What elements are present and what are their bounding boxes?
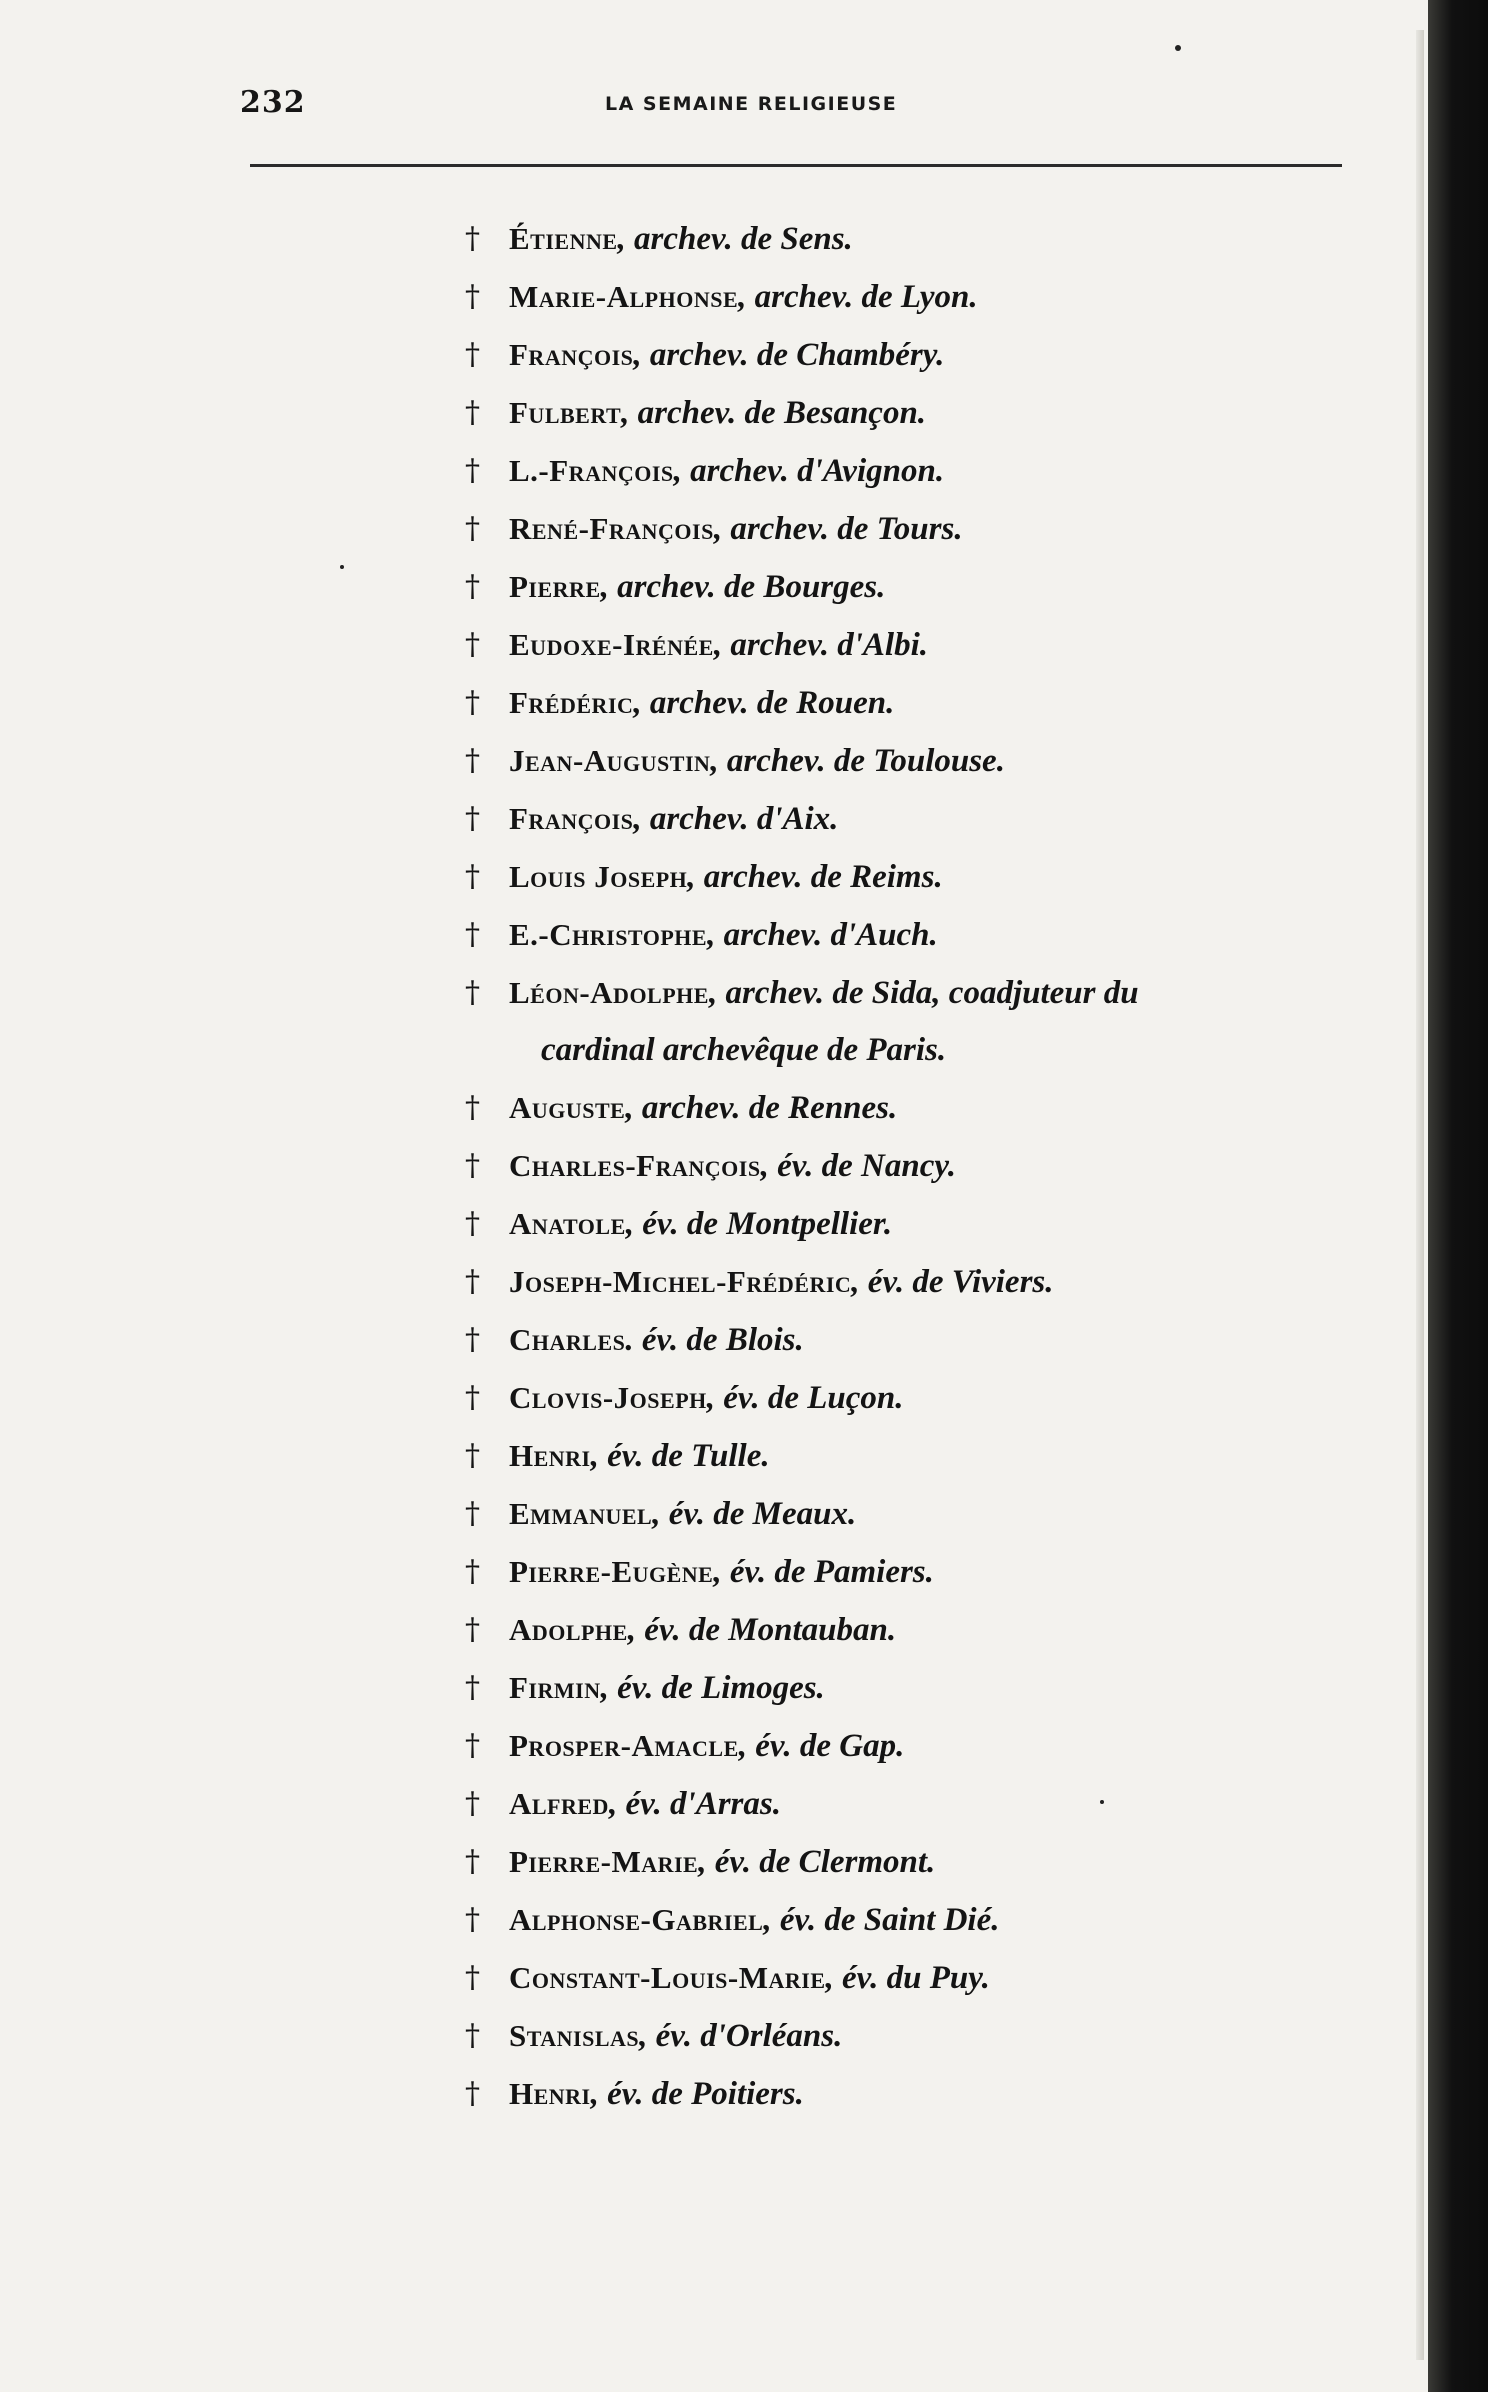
entry-title: , archev. d'Aix. bbox=[633, 801, 839, 837]
entry-name: Pierre-Marie bbox=[509, 1844, 699, 1879]
entry-name: L.-François bbox=[509, 453, 674, 488]
running-head: LA SEMAINE RELIGIEUSE bbox=[605, 93, 898, 115]
list-entry bbox=[465, 848, 1365, 906]
dagger-icon: † bbox=[465, 279, 480, 314]
entry-title: , év. de Luçon. bbox=[706, 1380, 904, 1416]
entry-name: Alphonse-Gabriel bbox=[509, 1902, 764, 1937]
entry-title: , év. de Meaux. bbox=[652, 1496, 857, 1532]
dagger-icon: † bbox=[465, 2018, 480, 2053]
dagger-icon: † bbox=[465, 1554, 480, 1589]
entry-title: , archev. de Tours. bbox=[713, 511, 963, 547]
entry-name: Frédéric bbox=[509, 685, 634, 720]
dagger-icon: † bbox=[465, 1438, 480, 1473]
entry-name: Pierre bbox=[509, 569, 601, 604]
list-entry bbox=[465, 1891, 1365, 1949]
entry-title: , év. de Viviers. bbox=[851, 1264, 1054, 1300]
header-rule bbox=[250, 164, 1342, 167]
dagger-icon: † bbox=[465, 2076, 480, 2111]
print-speck bbox=[340, 565, 344, 569]
entry-title: , archev. de Sens. bbox=[617, 221, 853, 257]
entry-name: Jean-Augustin bbox=[509, 743, 711, 778]
entry-name: François bbox=[509, 801, 634, 836]
entry-name: René-François bbox=[509, 511, 714, 546]
entry-title: , archev. de Chambéry. bbox=[633, 337, 945, 373]
list-entry bbox=[465, 1311, 1365, 1369]
entry-title: , év. de Montauban. bbox=[627, 1612, 897, 1648]
list-entry bbox=[465, 1195, 1365, 1253]
entry-name: Léon-Adolphe bbox=[509, 975, 709, 1010]
entry-title: , év. de Pamiers. bbox=[713, 1554, 934, 1590]
dagger-icon: † bbox=[465, 1670, 480, 1705]
entry-title: , archev. de Besançon. bbox=[621, 395, 927, 431]
entry-name: Prosper-Amacle bbox=[509, 1728, 739, 1763]
list-entry bbox=[465, 790, 1365, 848]
entry-name: Stanislas bbox=[509, 2018, 640, 2053]
entry-title: , év. du Puy. bbox=[825, 1960, 990, 1996]
entry-name: Pierre-Eugène bbox=[509, 1554, 714, 1589]
dagger-icon: † bbox=[465, 337, 480, 372]
entry-title: , év. de Poitiers. bbox=[590, 2076, 804, 2112]
entry-title: , archev. de Lyon. bbox=[738, 279, 978, 315]
entry-name: Henri bbox=[509, 2076, 591, 2111]
list-entry bbox=[465, 1485, 1365, 1543]
list-entry bbox=[465, 732, 1365, 790]
dagger-icon: † bbox=[465, 1902, 480, 1937]
entry-name: Clovis-Joseph bbox=[509, 1380, 707, 1415]
scan-edge bbox=[1428, 0, 1488, 2392]
entry-name: Fulbert bbox=[509, 395, 622, 430]
list-entry bbox=[465, 1369, 1365, 1427]
list-entry bbox=[465, 210, 1365, 268]
entry-name: Charles bbox=[509, 1322, 626, 1357]
entry-name: Anatole bbox=[509, 1206, 626, 1241]
page-number: 232 bbox=[240, 85, 306, 120]
list-entry bbox=[465, 1775, 1365, 1833]
list-entry bbox=[465, 1949, 1365, 2007]
entry-title: , év. de Limoges. bbox=[600, 1670, 825, 1706]
list-entry bbox=[465, 1601, 1365, 1659]
entry-title: . év. de Blois. bbox=[625, 1322, 804, 1358]
dagger-icon: † bbox=[465, 627, 480, 662]
list-entry bbox=[465, 442, 1365, 500]
entry-title: , archev. d'Avignon. bbox=[673, 453, 945, 489]
entry-title: , archev. de Rouen. bbox=[633, 685, 895, 721]
dagger-icon: † bbox=[465, 685, 480, 720]
list-entry bbox=[465, 1427, 1365, 1485]
dagger-icon: † bbox=[465, 975, 480, 1010]
entry-name: Eudoxe-Irénée bbox=[509, 627, 714, 662]
entry-name: François bbox=[509, 337, 634, 372]
dagger-icon: † bbox=[465, 453, 480, 488]
list-entry bbox=[465, 384, 1365, 442]
entry-name: Joseph-Michel-Frédéric bbox=[509, 1264, 852, 1299]
entry-title: , év. d'Arras. bbox=[608, 1786, 781, 1822]
entry-title: , év. de Montpellier. bbox=[625, 1206, 893, 1242]
dagger-icon: † bbox=[465, 569, 480, 604]
print-speck bbox=[1100, 1800, 1104, 1804]
list-entry bbox=[465, 2007, 1365, 2065]
entry-name: Adolphe bbox=[509, 1612, 628, 1647]
list-entry bbox=[465, 1833, 1365, 1891]
entry-title: , archev. d'Albi. bbox=[713, 627, 928, 663]
list-entry bbox=[465, 2065, 1365, 2123]
list-entry bbox=[465, 1659, 1365, 1717]
dagger-icon: † bbox=[465, 1206, 480, 1241]
dagger-icon: † bbox=[465, 743, 480, 778]
dagger-icon: † bbox=[465, 917, 480, 952]
entry-title: , év. de Gap. bbox=[738, 1728, 905, 1764]
entry-title: , év. de Nancy. bbox=[760, 1148, 957, 1184]
list-entry bbox=[465, 964, 1365, 1079]
entry-title: , archev. de Sida, coadjuteur du bbox=[708, 975, 1139, 1011]
entry-title: , archev. de Bourges. bbox=[600, 569, 886, 605]
list-entry bbox=[465, 500, 1365, 558]
bishops-list bbox=[465, 210, 1365, 2123]
entry-title: , archev. de Reims. bbox=[687, 859, 943, 895]
entry-name: Firmin bbox=[509, 1670, 601, 1705]
dagger-icon: † bbox=[465, 395, 480, 430]
list-entry bbox=[465, 674, 1365, 732]
list-entry bbox=[465, 326, 1365, 384]
dagger-icon: † bbox=[465, 511, 480, 546]
dagger-icon: † bbox=[465, 859, 480, 894]
entry-title: , archev. d'Auch. bbox=[707, 917, 938, 953]
dagger-icon: † bbox=[465, 1844, 480, 1879]
entry-name: Emmanuel bbox=[509, 1496, 653, 1531]
list-entry bbox=[465, 1717, 1365, 1775]
entry-name: Louis Joseph bbox=[509, 859, 688, 894]
dagger-icon: † bbox=[465, 1496, 480, 1531]
entry-title: , év. de Saint Dié. bbox=[763, 1902, 1000, 1938]
print-speck bbox=[1175, 45, 1181, 51]
list-entry bbox=[465, 558, 1365, 616]
dagger-icon: † bbox=[465, 801, 480, 836]
entry-title: , archev. de Rennes. bbox=[625, 1090, 898, 1126]
entry-title: , év. de Clermont. bbox=[698, 1844, 936, 1880]
entry-name: Marie-Alphonse bbox=[509, 279, 739, 314]
entry-name: Alfred bbox=[509, 1786, 609, 1821]
entry-title: , archev. de Toulouse. bbox=[710, 743, 1005, 779]
list-entry bbox=[465, 616, 1365, 674]
entry-name: E.-Christophe bbox=[509, 917, 708, 952]
dagger-icon: † bbox=[465, 1786, 480, 1821]
dagger-icon: † bbox=[465, 1148, 480, 1183]
entry-continuation: cardinal archevêque de Paris. bbox=[541, 1032, 947, 1068]
entry-title: , év. d'Orléans. bbox=[639, 2018, 843, 2054]
dagger-icon: † bbox=[465, 1322, 480, 1357]
dagger-icon: † bbox=[465, 221, 480, 256]
dagger-icon: † bbox=[465, 1960, 480, 1995]
entry-name: Charles-François bbox=[509, 1148, 761, 1183]
list-entry bbox=[465, 1253, 1365, 1311]
page-gutter bbox=[1416, 30, 1424, 2360]
list-entry bbox=[465, 268, 1365, 326]
list-entry bbox=[465, 1137, 1365, 1195]
dagger-icon: † bbox=[465, 1264, 480, 1299]
entry-name: Henri bbox=[509, 1438, 591, 1473]
list-entry bbox=[465, 906, 1365, 964]
page-header bbox=[240, 85, 1340, 135]
list-entry bbox=[465, 1079, 1365, 1137]
list-entry bbox=[465, 1543, 1365, 1601]
dagger-icon: † bbox=[465, 1728, 480, 1763]
entry-name: Étienne bbox=[509, 221, 618, 256]
entry-title: , év. de Tulle. bbox=[590, 1438, 770, 1474]
dagger-icon: † bbox=[465, 1380, 480, 1415]
dagger-icon: † bbox=[465, 1090, 480, 1125]
entry-name: Constant-Louis-Marie bbox=[509, 1960, 826, 1995]
dagger-icon: † bbox=[465, 1612, 480, 1647]
entry-name: Auguste bbox=[509, 1090, 626, 1125]
